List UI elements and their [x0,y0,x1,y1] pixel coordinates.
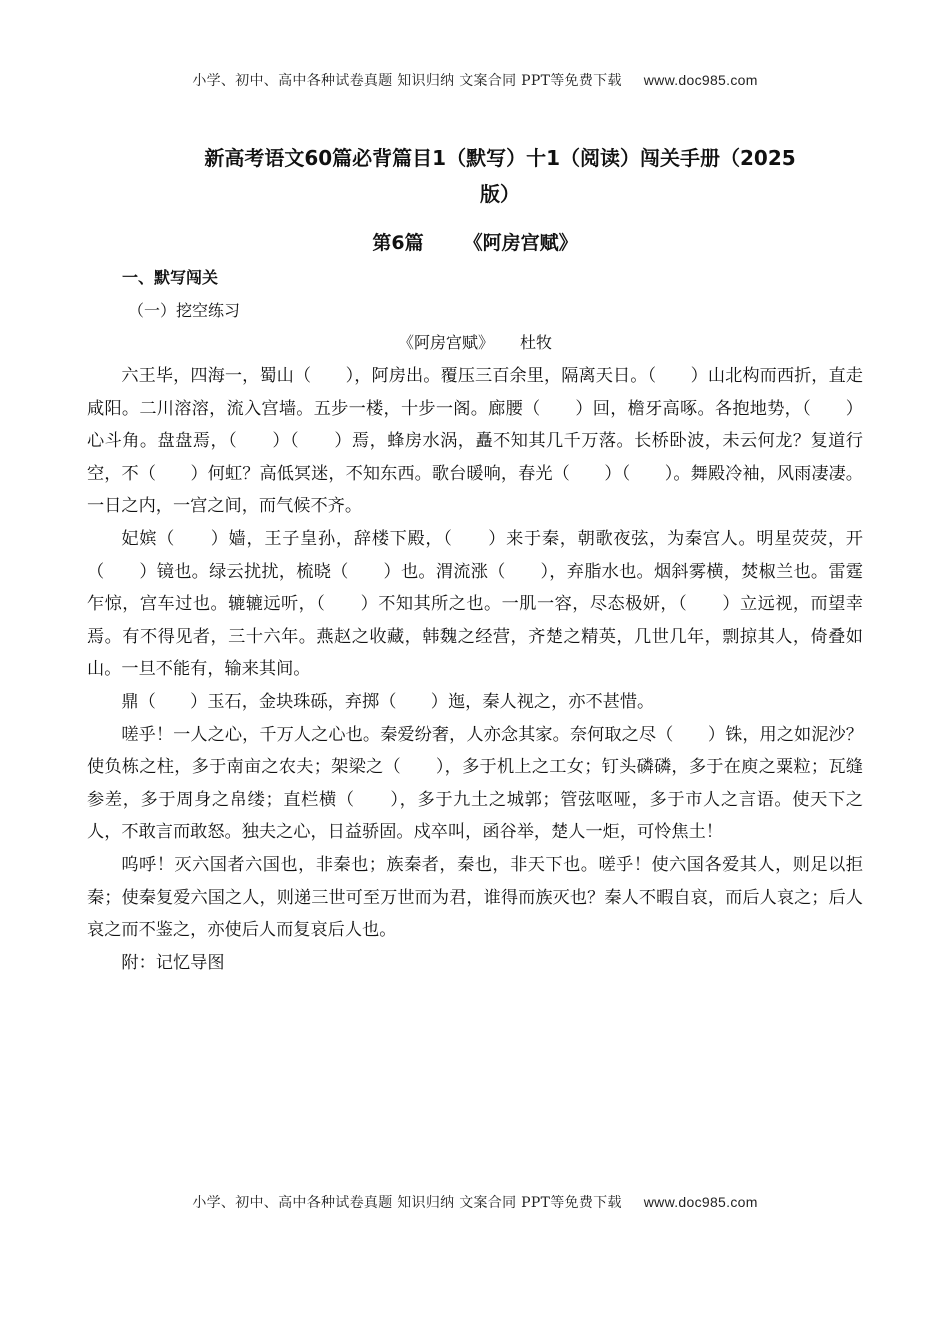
paragraph: 呜呼！灭六国者六国也，非秦也；族秦者，秦也，非天下也。嗟乎！使六国各爱其人，则足以拒秦；使秦复爱六国之人，则递三世可至万世而为君，谁得而族灭也？秦人不暇自哀，而后人哀之；后人哀之而不鉴之，亦使后人而复哀后人也。 [87,854,863,941]
section-heading: 一、默写闯关 [122,268,219,287]
chapter-number: 第6篇 [372,232,424,254]
page-header [0,70,950,90]
chapter-heading [0,228,950,255]
title-line-2: 版） [480,182,520,206]
chapter-work-title: 《阿房宫赋》 [463,232,578,254]
paragraph: 嗟乎！一人之心，千万人之心也。秦爱纷奢，人亦念其家。奈何取之尽（ ）铢，用之如泥沙？使负栋之柱，多于南亩之农夫；架梁之（ ），多于机上之工女；钉头磷磷，多于在庾之粟粒；瓦缝参差，多于周身之帛缕；直栏横（ ），多于九土之城郭；管弦呕哑，多于市人之言语。使天下之人，不敢言而敢怒。独夫之心，日益骄固。戍卒叫，函谷举，楚人一炬，可怜焦土！ [87,724,863,843]
poem-author: 杜牧 [520,333,553,352]
poem-body [87,360,863,979]
footer-site-link[interactable]: www.doc985.com [643,1194,758,1210]
poem-title: 《阿房宫赋》 [397,333,494,352]
page-footer [0,1192,950,1212]
header-text: 小学、初中、高中各种试卷真题 知识归纳 文案合同 PPT等免费下载 [192,73,622,89]
paragraph: 妃嫔（ ）嫱，王子皇孙，辞楼下殿，（ ）来于秦，朝歌夜弦，为秦宫人。明星荧荧，开（ ）镜也。绿云扰扰，梳晓（ ）也。渭流涨（ ），弃脂水也。烟斜雾横，焚椒兰也。雷霆乍惊，宫车过也。辘辘远听，（ ）不知其所之也。一肌一容，尽态极妍，（ ）立远视，而望幸焉。有不得见者，三十六年。燕赵之收藏，韩魏之经营，齐楚之精英，几世几年，剽掠其人，倚叠如山。一旦不能有，输来其间。 [87,528,863,680]
subsection-heading: （一）挖空练习 [128,301,241,320]
appendix-label: 附：记忆导图 [121,952,225,973]
footer-text: 小学、初中、高中各种试卷真题 知识归纳 文案合同 PPT等免费下载 [192,1195,622,1211]
header-site-link[interactable]: www.doc985.com [643,72,758,88]
title-line-1: 新高考语文60篇必背篇目1（默写）十1（阅读）闯关手册（2025 [204,146,796,170]
poem-heading [0,330,950,353]
document-title [150,140,850,212]
paragraph: 六王毕，四海一，蜀山（ ），阿房出。覆压三百余里，隔离天日。（ ）山北构而西折，直走咸阳。二川溶溶，流入宫墙。五步一楼，十步一阁。廊腰（ ）回，檐牙高啄。各抱地势，（ ）心斗角。盘盘焉，（ ）（ ）焉，蜂房水涡，矗不知其几千万落。长桥卧波，未云何龙？复道行空，不（ ）何虹？高低冥迷，不知东西。歌台暖响，春光（ ）（ ）。舞殿冷袖，风雨凄凄。一日之内，一宫之间，而气候不齐。 [87,366,863,517]
paragraph: 鼎（ ）玉石，金块珠砾，弃掷（ ）迤，秦人视之，亦不甚惜。 [121,691,655,712]
